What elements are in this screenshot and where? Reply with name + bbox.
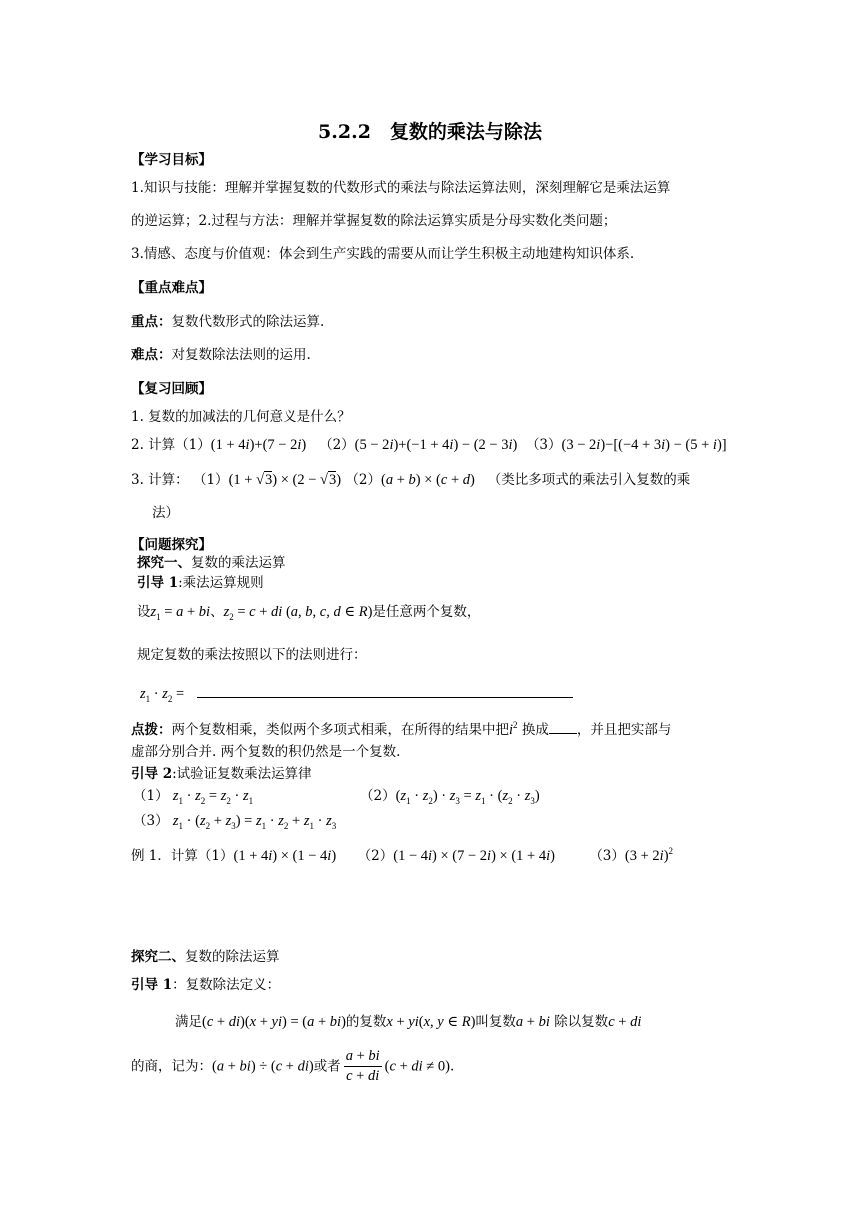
law-2 [360,788,540,805]
review-question-1: 1. 复数的加减法的几何意义是什么？ [131,409,351,425]
tip-line-1 [131,722,671,739]
product-answer-blank[interactable] [197,697,573,698]
difficult-point-label: 难点： [131,347,172,363]
guide-1-text: :乘法运算规则 [178,575,264,591]
explore-1-heading [137,555,286,571]
section-heading-review: 【复习回顾】 [131,381,212,397]
q3-part-1-label: （1） [192,472,229,488]
q3-note: （类比多项式的乘法引入复数的乘 [487,472,691,488]
dividend-expression: a + bi [515,1014,550,1030]
division-definition-line-1 [175,1014,641,1031]
q3-expression-2: (a + b) × (c + d) [381,472,475,488]
guide-1-label: 引导 1 [137,575,179,591]
key-point-label: 重点： [131,314,172,330]
law-1-label: （1） [133,788,169,804]
product-blank [140,686,573,703]
review-question-2 [131,437,727,454]
example-1-expression-1: (1 + 4i) × (1 − 4i) [233,848,337,864]
guide-3-label: 引导 1 [131,977,173,993]
page-title: 5.2.2 复数的乘法与除法 [318,121,542,143]
division-def-text-3: 除以复数 [554,1014,609,1030]
section-heading-exploration: 【问题探究】 [131,537,212,553]
law-3 [133,813,336,830]
section-heading-objectives: 【学习目标】 [131,152,212,168]
quotient-expression: x + yi(x, y ∈ R) [386,1014,476,1030]
division-def-text-2: 叫复数 [475,1014,516,1030]
example-1-part-3-label: （3） [589,848,625,864]
example-1-part-2-label: （2） [357,848,394,864]
q2-label: 2. 计算 [131,437,176,453]
division-def-prefix: 满足 [175,1014,202,1030]
definition-separator: 、 [210,604,224,620]
key-point-text: 复数代数形式的除法运算. [171,314,325,330]
example-1-expression-2: (1 − 4i) × (7 − 2i) × (1 + 4i) [393,848,555,864]
z2-definition: $z_2 = c$ + di (a, b, c, d ∈ R) [223,604,373,622]
tip-line-2: 虚部分别合并. 两个复数的积仍然是一个复数. [131,744,401,760]
guide-3-heading [131,977,280,993]
divisor-expression: c + di [608,1014,642,1030]
i-squared: $i^2$ [509,720,518,738]
division-definition-line-2: 的商，记为：(a + bi) ÷ (c + di)或者 $\frac{a + bi}{c + di}$ (c + di ≠ 0). [131,1048,455,1085]
guide-3-text: ：复数除法定义： [172,977,281,993]
example-1-expression-3: $(3 + 2i)^2$ [624,846,674,864]
division-equation: (c + di)(x + yi) = (a + bi) [202,1014,346,1030]
division-notation-expression: (a + bi) ÷ (c + di) [212,1058,314,1075]
law-3-label: （3） [133,813,169,829]
q2-expression-3: (3 − 2i)−[(−4 + 3i) − (5 + i)] [561,437,727,453]
division-notation-or: 或者 [313,1058,341,1075]
review-question-3 [131,472,690,489]
product-expression: $z_1 \cdot z_2$ = [140,686,185,704]
key-point [131,314,324,330]
law-2-label: （2） [360,788,396,804]
definition-suffix: 是任意两个复数， [372,604,481,620]
divisor-condition: (c + di ≠ 0) [384,1058,450,1075]
q2-expression-1: (1 + 4i)+(7 − 2i) [210,437,307,453]
tip-text-2: 换成 [521,722,549,738]
explore-2-heading [131,949,280,965]
definition-prefix: 设 [137,604,151,620]
difficult-point-text: 对复数除法法则的运用. [171,347,311,363]
q3-label: 3. 计算： [131,472,189,488]
guide-1-heading [137,575,264,591]
guide-2-text: :试验证复数乘法运算律 [172,766,312,782]
q2-part-2-label: （2） [319,437,355,453]
q2-expression-2: (5 − 2i)+(−1 + 4i) − (2 − 3i) [354,437,518,453]
explore-2-label: 探究二、 [131,949,185,965]
tip-answer-blank[interactable] [549,733,577,734]
z1-definition: $z_1 = a$ + bi [150,604,211,622]
law-2-expression: $(z_1 \cdot z_2) \cdot z_3 = z_1 \cdot (z_2 \cdot z_3)$ [395,788,540,806]
q2-part-3-label: （3） [525,437,562,453]
division-fraction: $\frac{a + bi}{c + di}$ [345,1048,380,1085]
q3-part-2-label: （2） [345,472,381,488]
example-1 [131,848,673,865]
guide-2-label: 引导 2 [131,766,173,782]
law-1-expression: $z_1 \cdot z_2 = z_2 \cdot z_1$ [172,788,254,806]
explore-1-title: 复数的乘法运算 [191,555,286,571]
complex-definition [137,604,480,621]
tip-text-1: 两个复数相乘，类似两个多项式相乘，在所得的结果中把 [171,722,509,738]
section-heading-key-points: 【重点难点】 [131,280,212,296]
explore-1-label: 探究一、 [137,555,191,571]
multiplication-rule-text: 规定复数的乘法按照以下的法则进行： [137,647,367,663]
tip-text-3: ，并且把实部与 [576,722,672,738]
example-1-label: 例 1．计算（1） [131,848,234,864]
guide-2-heading [131,766,312,782]
division-notation-prefix: 的商，记为： [131,1058,212,1075]
q3-expression-1: (1 + √3) × (2 − √3) [228,472,342,488]
explore-2-title: 复数的除法运算 [185,949,280,965]
objectives-line-3: 3.情感、态度与价值观：体会到生产实践的需要从而让学生积极主动地建构知识体系. [131,246,635,262]
division-def-text-1: 的复数 [345,1014,387,1030]
objectives-line-1: 1.知识与技能：理解并掌握复数的代数形式的乘法与除法运算法则，深刻理解它是乘法运算 [131,180,671,196]
tip-label: 点拨： [131,722,172,738]
objectives-line-2: 的逆运算；2.过程与方法：理解并掌握复数的除法运算实质是分母实数化类问题； [131,213,617,229]
law-1 [133,788,253,805]
law-3-expression: $z_1 \cdot (z_2 + z_3) = z_1 \cdot z_2 + z_1 \cdot z_3$ [172,813,337,831]
q3-note-continued: 法） [152,505,179,521]
q2-part-1-label: （1） [175,437,211,453]
difficult-point [131,347,311,363]
